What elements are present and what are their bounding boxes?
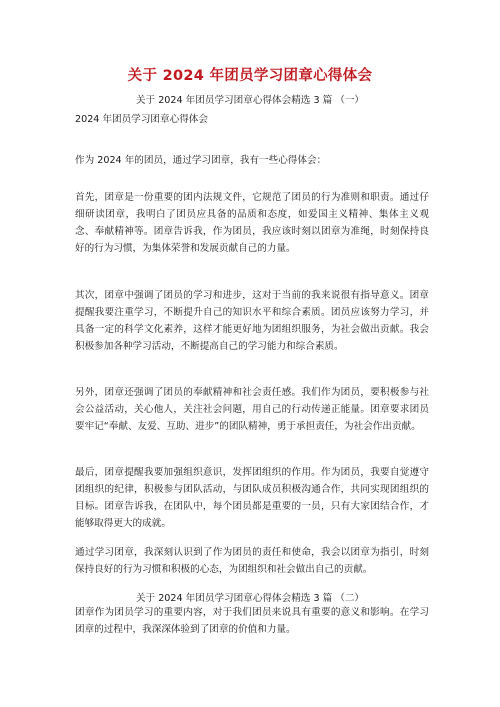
intro-line: 作为 2024 年的团员，通过学习团章，我有一些心得体会：	[75, 155, 327, 166]
document-title: 关于 2024 年团员学习团章心得体会	[127, 68, 373, 84]
paragraph-3: 另外，团章还强调了团员的奉献精神和社会责任感。我们作为团员，要积极参与社会公益活动，关心他人，关注社会问题，用自己的行动传递正能量。团章要求团员要牢记“奉献、友爱、互助、进步”的团队精神，勇于承担责任，为社会作出贡献。	[75, 387, 429, 432]
section-1-heading: 关于 2024 年团员学习团章心得体会精选 3 篇 （一）	[135, 95, 365, 106]
doc-heading: 2024 年团员学习团章心得体会	[75, 114, 208, 125]
section-2-heading: 关于 2024 年团员学习团章心得体会精选 3 篇 （二）	[135, 593, 365, 604]
paragraph-1: 首先，团章是一份重要的团内法规文件，它规范了团员的行为准则和职责。通过仔细研读团章，我明白了团员应具备的品质和态度，如爱国主义精神、集体主义观念、奉献精神等。团章告诉我，作为团员，我应该时刻以团章为准绳，时刻保持良好的行为习惯，为集体荣誉和发展贡献自己的力量。	[75, 192, 429, 254]
paragraph-4: 最后，团章提醒我要加强组织意识，发挥团组织的作用。作为团员，我要自觉遵守团组织的纪律，积极参与团队活动，与团队成员积极沟通合作，共同实现团组织的目标。团章告诉我，在团队中，每个团员都是重要的一员，只有大家团结合作，才能够取得更大的成就。	[75, 467, 429, 529]
paragraph-5: 通过学习团章，我深刻认识到了作为团员的责任和使命，我会以团章为指引，时刻保持良好的行为习惯和积极的心态，为团组织和社会做出自己的贡献。	[75, 547, 429, 575]
section-2-paragraph: 团章作为团员学习的重要内容，对于我们团员来说具有重要的意义和影响。在学习团章的过程中，我深深体验到了团章的价值和力量。	[75, 607, 429, 635]
paragraph-2: 其次，团章中强调了团员的学习和进步，这对于当前的我来说很有指导意义。团章提醒我要注重学习，不断提升自己的知识水平和综合素质。团员应该努力学习，并具备一定的科学文化素养，这样才能更好地为团组织服务，为社会做出贡献。我会积极参加各种学习活动，不断提高自己的学习能力和综合素质。	[75, 290, 429, 352]
